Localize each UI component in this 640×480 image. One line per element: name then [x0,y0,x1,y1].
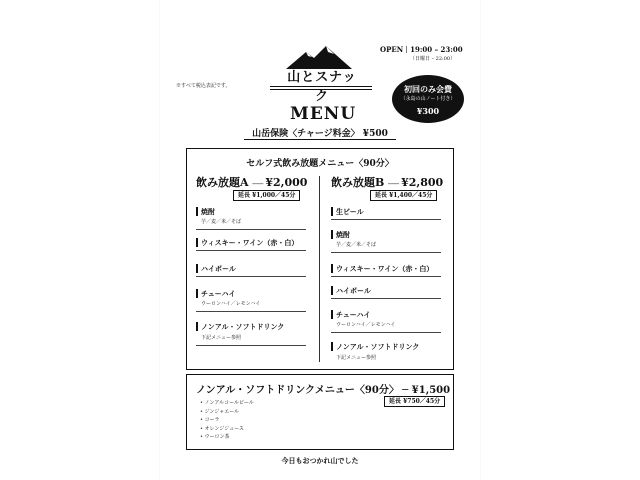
soft-drink-extension: 延長 ¥750／45分 [384,396,445,407]
plan-b-item-sub: 芋／麦／米／そば [336,242,377,248]
plan-a-heading: 飲み放題A ─── ¥2,000 [196,176,308,189]
plan-a-item: ノンアル・ソフトドリンク [196,322,284,331]
all-you-can-drink-title: セルフ式飲み放題メニュー〈90分〉 [246,159,394,169]
badge-title: 初回のみ会費 [404,84,452,94]
footer-message: 今日もおつかれ山でした [281,456,359,465]
charge-fee-rule [244,139,396,140]
plan-b-item: チューハイ [331,310,370,319]
plan-divider [319,176,320,362]
item-rule [196,311,306,312]
plan-a-item: 焼酎 [196,207,215,216]
shop-name: 山とスナック [287,70,357,104]
plan-b-item-sub: 下記メニュー参照 [336,355,377,361]
plan-a-item-sub: ウーロンハイ／レモンハイ [201,301,261,307]
list-item: • ジンジャエール [200,408,254,417]
plan-b-item: 焼酎 [331,230,350,239]
first-visit-badge [392,75,464,123]
item-rule [196,345,306,346]
list-item: • ノンアルコールビール [200,399,254,408]
plan-b-name: 飲み放題B [331,176,385,189]
plan-b-item: ウィスキー・ワイン（赤・白） [331,264,433,273]
item-rule [196,250,306,251]
plan-a-item: チューハイ [196,289,235,298]
plan-b-item: 生ビール [331,207,364,216]
plan-b-item: ハイボール [331,286,371,295]
badge-price: ¥300 [416,106,440,116]
plan-a-price: ¥2,000 [265,176,308,189]
open-hours: OPEN｜19:00 – 23:00 [380,45,463,54]
item-rule [331,276,441,277]
item-rule [331,298,441,299]
plan-a-item-sub: 下記メニュー参照 [201,335,242,341]
badge-note: （永島の山ノート付き） [400,96,456,102]
list-item: • コーラ [200,416,254,425]
item-rule [196,229,306,230]
plan-b-price: ¥2,800 [401,176,444,189]
plan-a-item: ハイボール [196,264,236,273]
plan-a-extension: 延長 ¥1,000／45分 [233,190,300,201]
plan-b-item: ノンアル・ソフトドリンク [331,342,419,351]
logo-rule [270,89,372,90]
item-rule [331,332,441,333]
soft-drink-title: ノンアル・ソフトドリンクメニュー〈90分〉 ─ ¥1,500 [196,385,451,396]
plan-b-extension: 延長 ¥1,400／45分 [370,190,437,201]
item-rule [196,276,306,277]
tax-note: ※すべて税込表記です。 [176,83,231,89]
page-title: MENU [290,104,357,124]
item-rule [331,219,441,220]
charge-fee: 山岳保険〈チャージ料金〉 ¥500 [252,129,388,139]
soft-drink-list [200,399,254,442]
item-rule [331,252,441,253]
list-item: • オレンジジュース [200,425,254,434]
logo-rule [270,86,372,87]
plan-a-item-sub: 芋／麦／米／そば [201,219,242,225]
plan-a-item: ウィスキー・ワイン（赤・白） [196,238,298,247]
plan-a-name: 飲み放題A [196,176,249,189]
plan-b-item-sub: ウーロンハイ／レモンハイ [336,322,396,328]
list-item: • ウーロン茶 [200,433,254,442]
open-hours-sub: （日曜日 – 22:00） [410,56,456,62]
plan-b-heading: 飲み放題B ─── ¥2,800 [331,176,444,189]
